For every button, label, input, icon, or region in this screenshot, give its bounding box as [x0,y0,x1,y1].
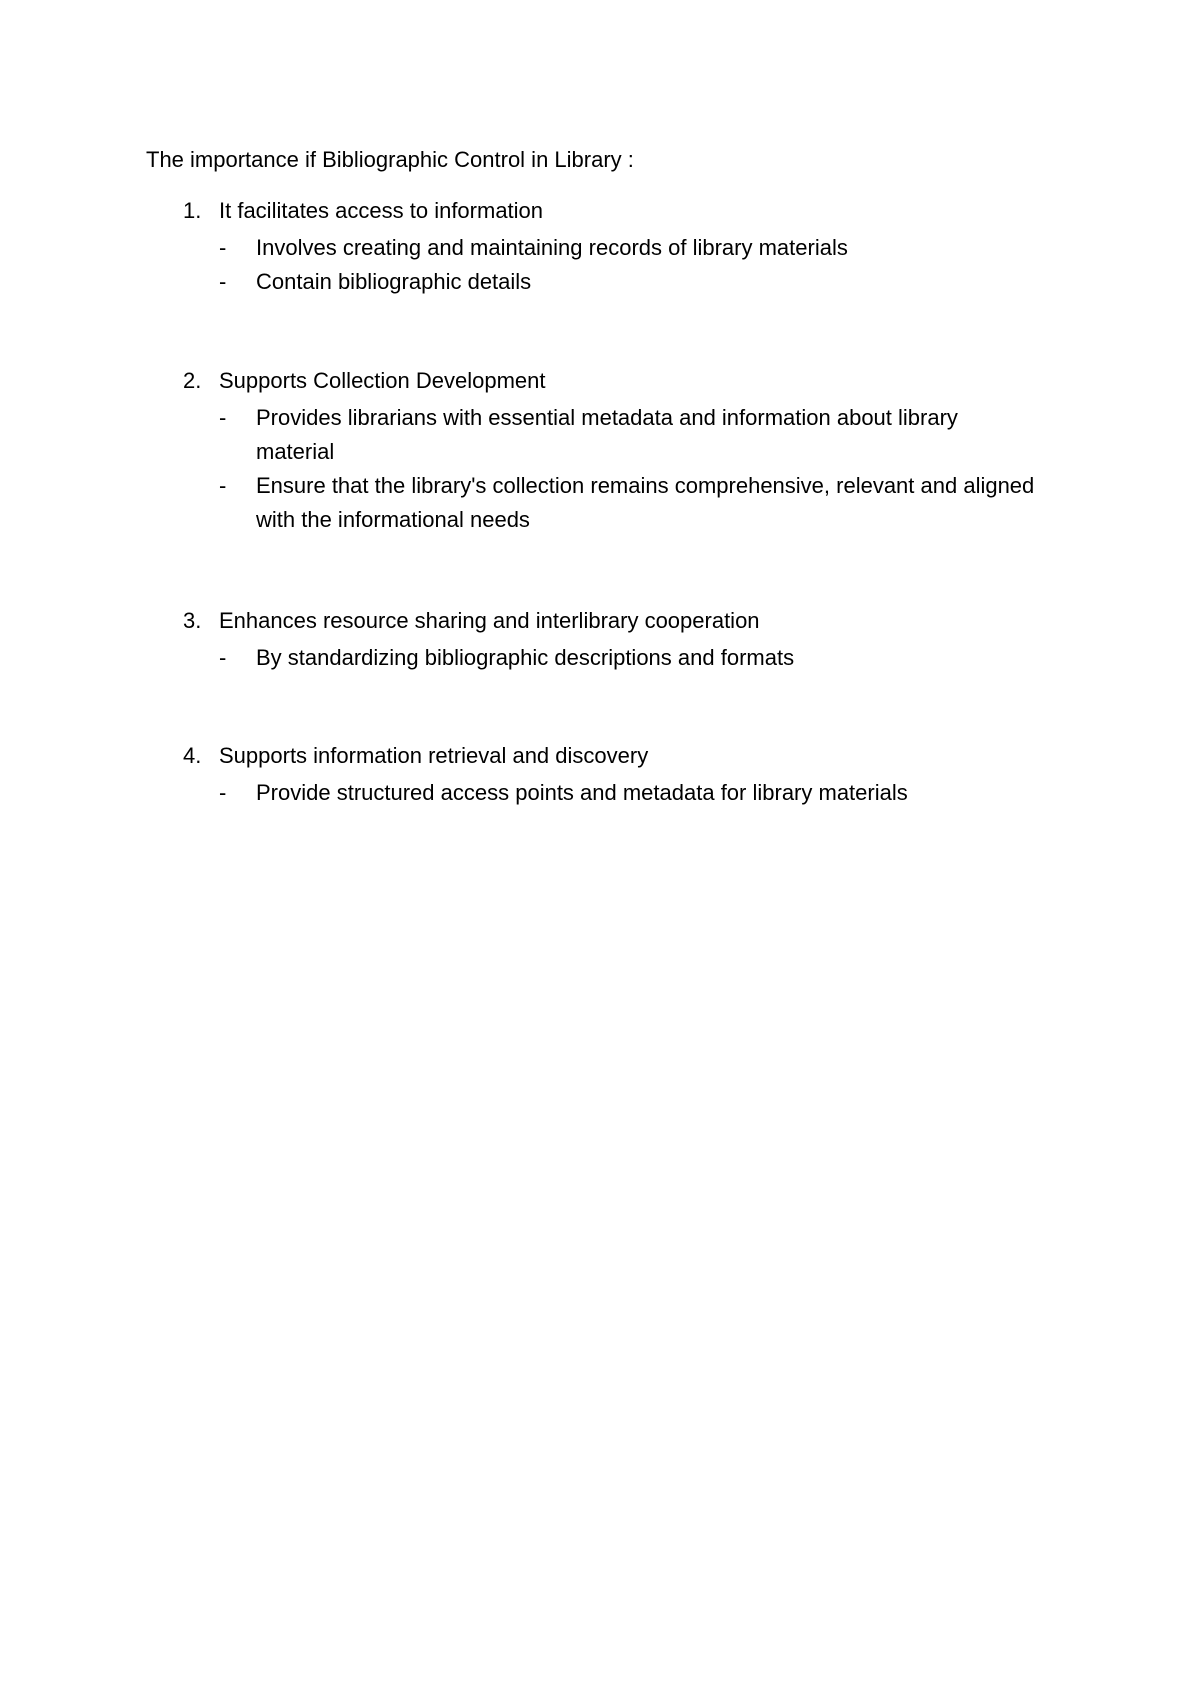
list-item-number: 4. [183,743,202,768]
sub-point [0,469,1200,537]
list-item-heading-text: It facilitates access to information [219,198,544,223]
list-item-number: 1. [183,198,202,223]
dash-bullet: - [219,235,227,260]
dash-bullet: - [219,645,227,670]
list-item-number: 3. [183,608,202,633]
sub-point [0,231,1200,265]
dash-bullet: - [219,405,227,430]
list-item-heading-text: Supports information retrieval and discovery [219,743,649,768]
list-item-heading-text: Enhances resource sharing and interlibrary cooperation [219,608,760,633]
list-item-heading-text: Supports Collection Development [219,368,546,393]
dash-bullet: - [219,473,227,498]
sub-point-text: Contain bibliographic details [256,269,532,294]
list-item-heading [183,741,648,771]
sub-point-text: Involves creating and maintaining records of library materials [256,235,848,260]
list-item-number: 2. [183,368,202,393]
sub-point-list [0,641,1200,675]
list-item-heading [183,196,543,226]
sub-point-text: Provides librarians with essential metadata and information about library material [256,405,958,464]
sub-point [0,776,1200,810]
list-item-heading [183,606,760,636]
dash-bullet: - [219,269,227,294]
list-item-heading [183,366,546,396]
sub-point [0,401,1200,469]
sub-point [0,265,1200,299]
sub-point-list [0,776,1200,810]
sub-point-text: Ensure that the library's collection remains comprehensive, relevant and aligned with the informational needs [256,473,1035,532]
sub-point-text: Provide structured access points and metadata for library materials [256,780,908,805]
sub-point-list [0,231,1200,299]
sub-point-text: By standardizing bibliographic descriptions and formats [256,645,795,670]
dash-bullet: - [219,780,227,805]
sub-point-list [0,401,1200,537]
sub-point [0,641,1200,675]
document-title: The importance if Bibliographic Control in Library : [146,147,634,172]
